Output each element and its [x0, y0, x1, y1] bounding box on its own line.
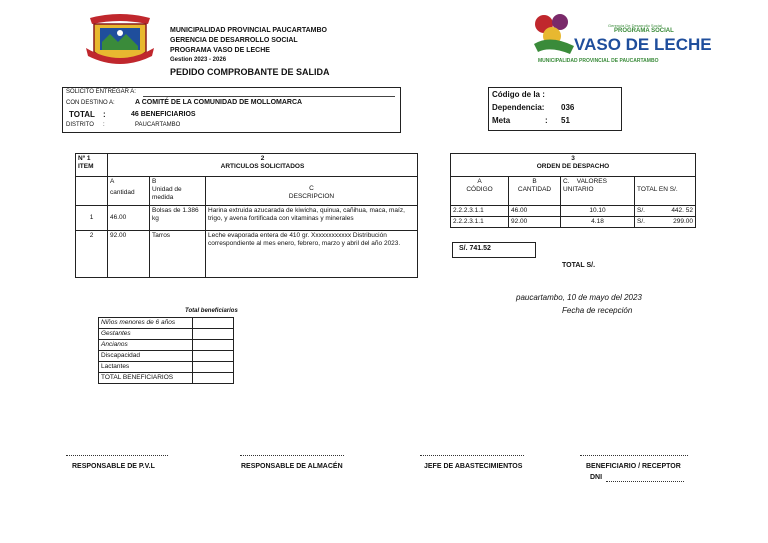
table-row — [99, 373, 234, 384]
item-number: Nº 1 — [78, 155, 91, 162]
descripcion-header — [206, 177, 418, 206]
cantidad-cell: 46.00 — [509, 206, 561, 217]
blank-cell — [76, 177, 108, 206]
table-row — [99, 362, 234, 373]
header-line-3: PROGRAMA VASO DE LECHE — [170, 47, 270, 54]
dispatch-subheader-row — [451, 177, 696, 206]
total-cell: 442. 52 — [649, 206, 696, 217]
col-c-letter: C — [309, 185, 314, 192]
dependencia-value: 036 — [561, 103, 575, 112]
solicito-label: SOLICITO ENTREGAR A: — [66, 89, 136, 95]
codigo-label: CÓDIGO — [466, 186, 493, 193]
logo-small-text: Gerencia De Desarrollo Social — [608, 23, 662, 28]
header-line-2: GERENCIA DE DESARROLLO SOCIAL — [170, 37, 298, 44]
meta-label: Meta — [492, 116, 511, 125]
logo-program-text: PROGRAMA SOCIAL — [614, 28, 674, 34]
table-row — [76, 206, 418, 231]
item-cell: 2 — [76, 231, 108, 278]
unitario-header — [561, 177, 635, 206]
logo-brand-text: VASO DE LECHE — [574, 35, 712, 54]
beneficiary-value — [193, 351, 234, 362]
articles-section-header — [108, 154, 418, 177]
unidad-cell: Bolsas de 1.386 kg — [150, 206, 206, 231]
grand-total-box: S/. 741.52 — [452, 242, 536, 258]
signature-line-almacen — [240, 455, 344, 456]
meta-colon: : — [545, 116, 548, 125]
signature-pvl: RESPONSABLE DE P.V.L — [72, 463, 155, 470]
codigo-label: Código de la : — [492, 90, 545, 99]
solicito-line — [143, 96, 395, 97]
header-line-1: MUNICIPALIDAD PROVINCIAL PAUCARTAMBO — [170, 27, 327, 34]
unidad-header — [150, 177, 206, 206]
beneficiary-value — [193, 329, 234, 340]
total-label: TOTAL — [69, 110, 95, 119]
signature-line-abastecimientos — [420, 455, 524, 456]
beneficiary-label: Ancianos — [99, 340, 193, 351]
total-soles-label: TOTAL S/. — [562, 262, 596, 269]
table-row — [99, 351, 234, 362]
beneficiary-value — [193, 362, 234, 373]
total-cell: 299.00 — [649, 217, 696, 228]
col-b-letter: B — [532, 178, 537, 185]
moneda-cell: S/. — [635, 206, 649, 217]
destino-value: A COMITÉ DE LA COMUNIDAD DE MOLLOMARCA — [135, 99, 303, 106]
articles-title: ARTICULOS SOLICITADOS — [220, 163, 305, 170]
distrito-colon: : — [103, 122, 105, 128]
beneficiaries-title: Total beneficiarios — [185, 308, 238, 314]
col-c-letter: C. — [563, 178, 570, 185]
reception-label: Fecha de recepción — [562, 306, 633, 315]
unidad-label-1: Unidad de — [152, 186, 182, 193]
col-b-letter: B — [152, 178, 157, 185]
cantidad-cell: 92.00 — [509, 217, 561, 228]
table-row — [451, 206, 696, 217]
municipal-shield-logo — [80, 12, 160, 74]
dispatch-table — [450, 153, 696, 228]
moneda-cell: S/. — [635, 217, 649, 228]
header-line-4: Gestion 2023 - 2026 — [170, 57, 227, 63]
section-2-number: 2 — [260, 155, 265, 162]
logo-sub-text: MUNICIPALIDAD PROVINCIAL DE PAUCARTAMBO — [538, 58, 659, 64]
item-cell: 1 — [76, 206, 108, 231]
document-title: PEDIDO COMPROBANTE DE SALIDA — [170, 67, 330, 77]
section-3-number: 3 — [571, 155, 575, 162]
item-header-cell — [76, 154, 108, 177]
cantidad-cell: 92.00 — [108, 231, 150, 278]
total-label: TOTAL EN S/. — [637, 186, 678, 193]
dependencia-label: Dependencia: — [492, 103, 545, 112]
codigo-header — [451, 177, 509, 206]
valores-label: VALORES — [576, 178, 607, 185]
table-row — [451, 217, 696, 228]
descripcion-label: DESCRIPCION — [288, 193, 335, 200]
beneficiary-label: Gestantes — [99, 329, 193, 340]
signature-abastecimientos: JEFE DE ABASTECIMIENTOS — [424, 463, 523, 470]
beneficiary-label: Discapacidad — [99, 351, 193, 362]
beneficiary-value — [193, 340, 234, 351]
articles-header-row — [76, 154, 418, 177]
articles-subheader-row — [76, 177, 418, 206]
dispatch-section-header — [451, 154, 696, 177]
dni-line — [606, 481, 684, 482]
signature-almacen: RESPONSABLE DE ALMACÉN — [241, 463, 343, 470]
codigo-cell: 2.2.2.3.1.1 — [451, 206, 509, 217]
articles-table — [75, 153, 418, 278]
unitario-cell: 10.10 — [561, 206, 635, 217]
dispatch-header-row — [451, 154, 696, 177]
table-row — [99, 318, 234, 329]
place-date: paucartambo, 10 de mayo del 2023 — [516, 293, 642, 302]
dispatch-title: ORDEN DE DESPACHO — [536, 163, 610, 170]
signature-line-pvl — [66, 455, 168, 456]
destino-label: CON DESTINO A: — [66, 100, 115, 106]
item-label: ITEM — [78, 163, 94, 170]
total-value: 46 BENEFICIARIOS — [131, 111, 196, 118]
cantidad-label: CANTIDAD — [517, 186, 552, 193]
col-a-letter: A — [110, 178, 115, 185]
cantidad-header — [509, 177, 561, 206]
table-row — [99, 329, 234, 340]
beneficiary-label: TOTAL BENEFICIARIOS — [99, 373, 193, 384]
unidad-label-2: medida — [152, 194, 174, 201]
distrito-label: DISTRITO — [66, 122, 94, 128]
unidad-cell: Tarros — [150, 231, 206, 278]
descripcion-cell: Harina extruida azucarada de kiwicha, quinua, cañihua, maca, maíz, trigo, y avena fortificada con vitaminas y minerales — [206, 206, 418, 231]
beneficiaries-table — [98, 317, 234, 384]
unitario-cell: 4.18 — [561, 217, 635, 228]
vaso-de-leche-logo — [530, 10, 712, 68]
codigo-cell: 2.2.2.3.1.1 — [451, 217, 509, 228]
beneficiary-label: Lactantes — [99, 362, 193, 373]
distrito-value: PAUCARTAMBO — [135, 122, 181, 128]
dni-label: DNI — [590, 474, 603, 481]
unitario-label: UNITARIO — [563, 186, 594, 193]
cantidad-header — [108, 177, 150, 206]
table-row — [99, 340, 234, 351]
cantidad-cell: 46.00 — [108, 206, 150, 231]
signature-line-beneficiario — [580, 455, 688, 456]
code-box — [488, 87, 622, 131]
total-colon: : — [103, 110, 106, 119]
beneficiary-value — [193, 373, 234, 384]
col-a-letter: A — [477, 178, 482, 185]
signature-beneficiario: BENEFICIARIO / RECEPTOR — [586, 463, 681, 470]
beneficiary-value — [193, 318, 234, 329]
beneficiary-label: Niños menores de 6 años — [99, 318, 193, 329]
total-header — [635, 177, 696, 206]
meta-value: 51 — [561, 116, 570, 125]
descripcion-cell: Leche evaporada entera de 410 gr. Xxxxxxxxxxxx Distribución correspondiente al mes enero, febrero, marzo y abril del año 2023. — [206, 231, 418, 278]
cantidad-label: cantidad — [110, 189, 135, 196]
request-box — [62, 87, 401, 133]
table-row — [76, 231, 418, 278]
